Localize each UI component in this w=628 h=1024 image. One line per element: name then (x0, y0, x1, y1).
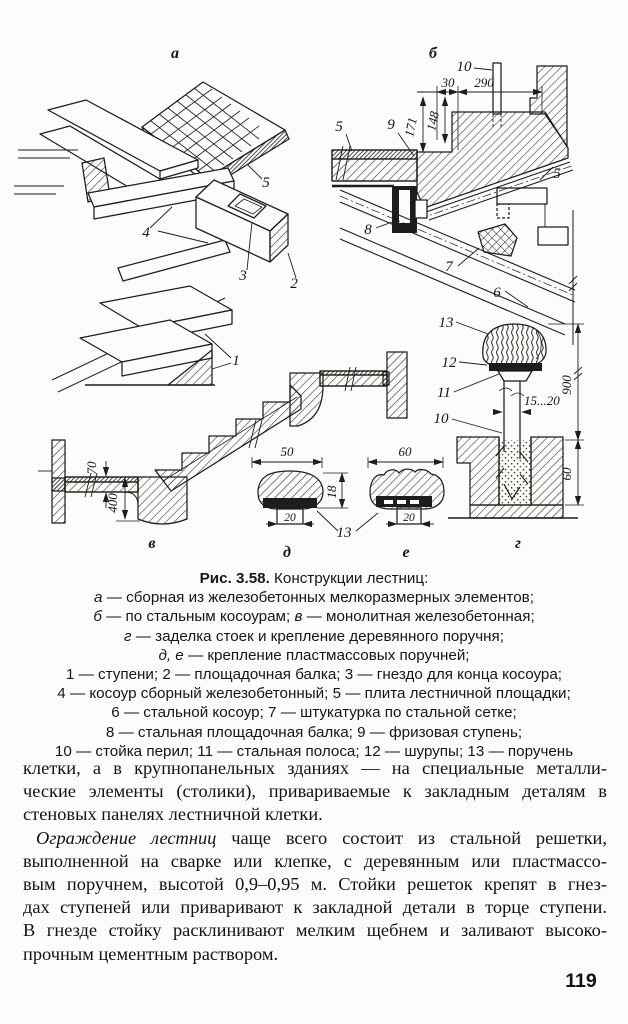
caption-line (0, 665, 628, 684)
plaster-mesh (478, 224, 517, 256)
body-line (23, 827, 607, 850)
body-line (23, 757, 607, 780)
callout-4: 4 (142, 225, 150, 241)
callout-7: 7 (445, 259, 453, 275)
callout-1: 1 (232, 353, 240, 369)
callout-2: 2 (290, 276, 298, 292)
landing-slab-finish (332, 150, 417, 159)
text-segment: дах ступеней или приваривают к закладной детали в торце ступени. (23, 897, 607, 918)
dim-290: 290 (474, 75, 494, 90)
body-line (23, 943, 607, 966)
text-segment: Рис. 3.58. (199, 570, 270, 587)
text-segment: вым поручнем, высотой 0,9–0,95 м. Стойки решеток крепят в гнез- (23, 873, 607, 894)
caption-line (0, 588, 628, 607)
dim-60: 60 (559, 467, 574, 481)
callout-13: 13 (438, 315, 454, 331)
railing-post (493, 63, 501, 114)
panel-d-label: д (283, 544, 291, 561)
dim-148: 148 (423, 109, 442, 133)
frieze-step-hatched (417, 112, 568, 208)
left-wall-hatched (52, 440, 65, 523)
body-line (23, 896, 607, 919)
text-segment: — по стальным косоурам; (101, 608, 295, 626)
text-segment: ческие элементы (столики), привариваемые к закладным деталям в (23, 781, 607, 802)
text-segment: 6 — стальной косоур; 7 — штукатурка по стальной сетке; (111, 704, 517, 722)
text-segment: 8 — стальная площадочная балка; 9 — фризовая ступень; (105, 723, 523, 741)
text-segment: в (294, 608, 303, 626)
lower-landing-slab (65, 482, 138, 492)
text-segment: чаще всего состоит из стальной решетки, (216, 827, 607, 848)
body-line (23, 850, 607, 873)
text-segment: б (93, 608, 102, 626)
text-segment: стеновых панелях лестничной клетки. (23, 804, 323, 825)
callout-8: 8 (364, 222, 372, 238)
callout-5-right: 5 (553, 166, 561, 182)
text-segment: — сборная из железобетонных мелкоразмерных элементов; (102, 589, 534, 607)
panel-b-label: б (429, 45, 437, 62)
dim-900: 900 (559, 375, 574, 395)
dim-171: 171 (401, 115, 420, 139)
page-number: 119 (565, 970, 597, 992)
panel-v-drawing (38, 352, 407, 552)
panel-e-label: е (402, 544, 410, 561)
text-segment: прочным цементным раствором. (23, 943, 279, 964)
dim-70: 70 (84, 461, 99, 475)
dim-400: 400 (105, 493, 120, 513)
callout-10: 10 (433, 411, 449, 427)
body-line (23, 919, 607, 942)
panel-a-label: а (171, 45, 179, 62)
caption-line (0, 703, 628, 722)
callout-12: 12 (441, 355, 457, 371)
text-segment: Конструкции лестниц: (269, 570, 429, 587)
text-segment: а (94, 589, 103, 607)
stringer-beam-2 (118, 240, 230, 281)
text-segment: 10 — стойка перил; 11 — стальная полоса; 12 — шурупы; 13 — поручень (54, 742, 574, 760)
caption-line (0, 607, 628, 626)
body-line (23, 803, 607, 826)
text-segment: выполненной на сварке или клепке, с деревянным или пластмассо- (23, 850, 607, 871)
body-line (23, 780, 607, 803)
text-segment: — заделка стоек и крепление деревянного поручня; (131, 627, 504, 645)
dim-50: 50 (280, 444, 294, 459)
caption-line (0, 684, 628, 703)
steel-strip (489, 363, 542, 371)
panel-d-drawing (252, 444, 378, 561)
panel-a-drawing (14, 45, 298, 392)
text-segment: Ограждение лестниц (36, 827, 217, 848)
body-text (23, 757, 607, 966)
callout-9: 9 (387, 117, 395, 133)
panel-g-label: г (515, 535, 521, 552)
body-line (23, 873, 607, 896)
panel-g-drawing (434, 315, 585, 552)
callout-10: 10 (456, 59, 472, 75)
figure-caption (0, 569, 628, 761)
callout-3: 3 (239, 268, 247, 284)
caption-line (0, 569, 628, 588)
lower-haunch (138, 477, 187, 524)
grout-fill (499, 440, 531, 505)
panel-e-drawing (368, 444, 444, 561)
socket-pier-left (457, 437, 499, 505)
break-lines (14, 150, 78, 194)
callout-5: 5 (262, 175, 270, 191)
text-segment: клетки, а в крупнопанельных зданиях — на специальные металли- (23, 758, 607, 778)
caption-line (0, 723, 628, 742)
dim-20: 20 (403, 512, 415, 524)
panel-v-label: в (148, 535, 156, 552)
dim-60: 60 (398, 444, 412, 459)
right-wall-hatched (387, 352, 407, 418)
caption-line (0, 627, 628, 646)
dim-30: 30 (441, 75, 455, 90)
callout-5-left: 5 (335, 119, 343, 135)
callout-13-shared: 13 (336, 525, 352, 541)
caption-line (0, 646, 628, 665)
dim-20: 20 (284, 512, 296, 524)
panel-b-drawing (332, 45, 577, 345)
callout-6: 6 (493, 285, 501, 301)
dim-15-20: 15...20 (524, 393, 560, 408)
text-segment: 1 — ступени; 2 — площадочная балка; 3 — гнездо для конца косоура; (65, 665, 563, 683)
callout-11: 11 (437, 385, 451, 401)
text-segment: г (124, 627, 132, 645)
text-segment: В гнезде стойку расклинивают мелким щебнем и заливают высоко- (23, 920, 607, 941)
dim-18: 18 (324, 485, 339, 499)
text-segment: д, е (158, 646, 184, 664)
text-segment: — монолитная железобетонная; (302, 608, 535, 626)
text-segment: — крепление пластмассовых поручней; (183, 646, 470, 664)
text-segment: 4 — косоур сборный железобетонный; 5 — плита лестничной площадки; (57, 685, 571, 703)
